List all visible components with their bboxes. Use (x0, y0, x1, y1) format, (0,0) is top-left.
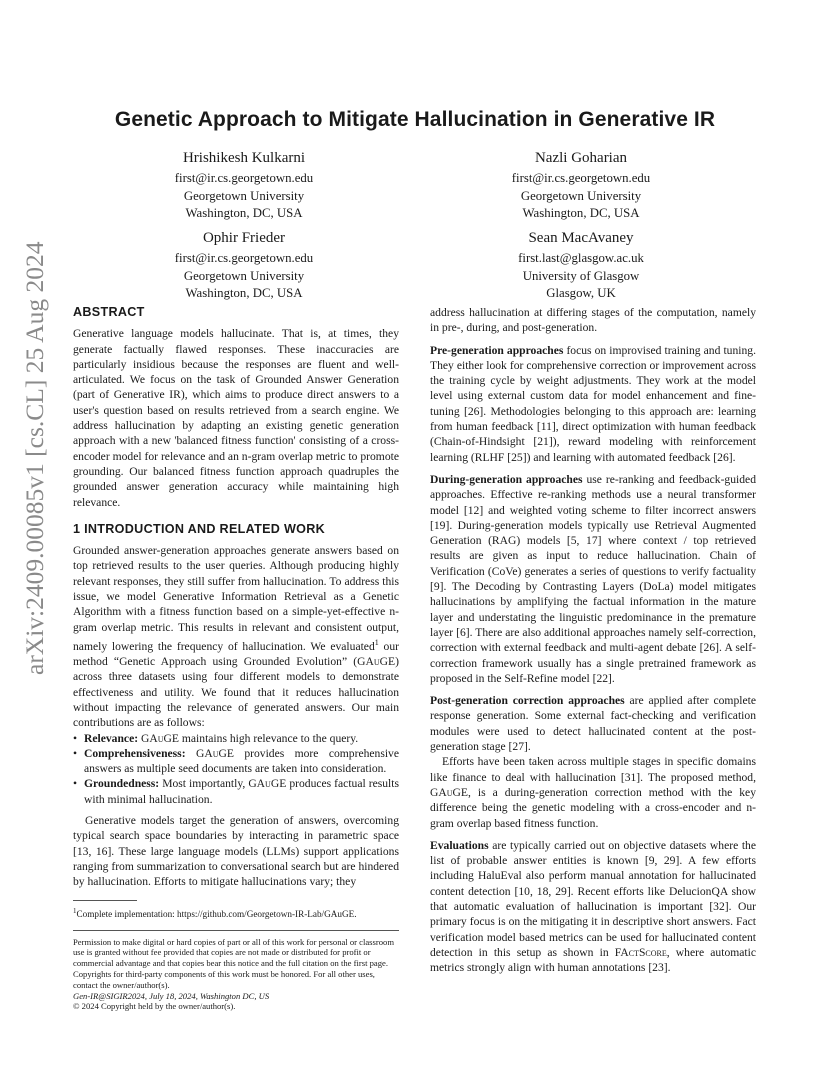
left-column (73, 305, 399, 1012)
pre-generation-paragraph: Pre-generation approaches focus on improvised training and tuning. They either look for comprehensive correction or improvement across the training cycle by weight adjustments. They work at the model level using external custom data for model enhancement and fine-tuning [26]. Methodologies belonging to this approach are: learning from human feedback [11], direct optimization with human feedback (Chain-of-Hindsight [21]), reward modeling with reinforcement learning (RLHF [25]) and learning with automated feedback [26]. (430, 343, 756, 464)
abstract-heading: ABSTRACT (73, 305, 145, 319)
right-column (430, 305, 756, 975)
arxiv-identifier: arXiv:2409.00085v1 [cs.CL] 25 Aug 2024 (20, 241, 49, 675)
list-item: • Comprehensiveness: GAuGE provides more comprehensive answers as multiple seed documents are taken into consideration. (73, 746, 399, 777)
intro-paragraph: Grounded answer-generation approaches generate answers based on top retrieved results to the user queries. Although producing highly relevant responses, they still suffer from hallucination. To address this issue, we model Generative Information Retrieval as a Genetic Algorithm with a fitness function based on a simple-yet-effective n-gram overlap metric. This results in relevant and consistent output, namely lowering the frequency of hallucination. We evaluated$^1$ our method “Genetic Approach using Grounded Evolution” (GAuGE) across three datasets using four different models to demonstrate effectiveness and utility. We found that it reduces hallucination without impacting the relevance of generated answers. Our main contributions are as follows: (73, 544, 399, 730)
author-block (114, 148, 374, 223)
author-affiliation: Georgetown University (183, 188, 305, 203)
venue: Gen-IR@SIGIR2024, July 18, 2024, Washington DC, US (73, 990, 270, 1001)
author-block (451, 228, 711, 303)
list-item: • Groundedness: Most importantly, GAuGE produces factual results with minimal hallucination. (73, 776, 399, 807)
intro-paragraph-continued: address hallucination at differing stages of the computation, namely in pre-, during, and post-generation. (430, 306, 756, 335)
author-block (451, 148, 711, 223)
author-name: Hrishikesh Kulkarni (182, 150, 306, 166)
footnote-divider (73, 900, 137, 901)
footnote-ref: 1 (374, 637, 379, 647)
list-item: • Relevance: GAuGE maintains high relevance to the query. (73, 731, 399, 746)
author-name: Nazli Goharian (534, 150, 628, 166)
permission-text: Permission to make digital or hard copies of part or all of this work for personal or classroom use is granted without fee provided that copies are not made or distributed for profit or commercial advantage and that copies bear this notice and the full citation on the first page. Copyrights for third-party components of this work must be honored. For all other uses, contact the owner/author(s). (73, 936, 394, 990)
post-generation-paragraph: Post-generation correction approaches are applied after complete response generation. Some external fact-checking and verification modules were used to detect hallucinated content at the post-generation stage [27]. (430, 694, 756, 754)
author-affiliation: University of Glasgow (522, 268, 640, 283)
abstract-text: Generative language models hallucinate. That is, at times, they generate factually flawed responses. These inaccuracies are particularly insidious because the responses are fluent and well-articulated. We focus on the task of Grounded Answer Generation (part of Generative IR), which aims to produce direct answers to a user's question based on results retrieved from a search engine. We address hallucination by adapting an existing genetic generation approach with a new 'balanced fitness function' consisting of a cross-encoder model for relevance and an n-gram overlap metric to promote grounding. Our balanced fitness function approach quadruples the grounded answer generation accuracy while maintaining high relevance. (73, 327, 399, 509)
author-email: first.last@glasgow.ac.uk (518, 251, 644, 265)
efforts-paragraph: Efforts have been taken across multiple stages in specific domains like finance to deal with hallucination [31]. The proposed method, GAuGE, is a during-generation correction method with the key difference being the genetic modeling with a cross-encoder and n-gram overlap based fitness function. (430, 755, 756, 830)
author-affiliation: Georgetown University (183, 268, 305, 283)
copyright: © 2024 Copyright held by the owner/author(s). (73, 1001, 236, 1012)
intro-paragraph: Generative models target the generation of answers, overcoming typical search space boundaries by interacting in parametric space [13, 16]. These large language models (LLMs) support applications ranging from summarization to conversational search but are hindered by hallucination. Efforts to mitigate hallucinations vary; they (73, 814, 399, 889)
during-generation-paragraph: During-generation approaches use re-ranking and feedback-guided approaches. Effective re-ranking methods use a neural transformer model [12] and weighted voting scheme to filter incorrect answers [19]. During-generation models typically use Retrieval Augmented Generation (RAG) models [5, 17] where context / top retrieved results are given as input to reduce hallucination. Chain of Verification (CoVe) generates a series of questions to verify factuality [9]. The Decoding by Contrasting Layers (DoLa) model mitigates hallucinations by amplifying the factual information in the mature layer and understating the linguistic predominance in the premature layer [6]. There are also additional approaches namely self-correction, correction with external feedback and multi-agent debate [26]. A self-correction framework usually has a single pretrained framework as proposed in the Self-Refine model [22]. (430, 472, 756, 685)
paper-title: Genetic Approach to Mitigate Hallucination in Generative IR (114, 108, 716, 131)
author-location: Washington, DC, USA (522, 206, 640, 220)
author-location: Washington, DC, USA (185, 206, 303, 220)
contributions-list (73, 731, 399, 807)
author-name: Ophir Frieder (202, 230, 286, 246)
section-heading-introduction: 1 INTRODUCTION AND RELATED WORK (73, 521, 326, 536)
author-location: Washington, DC, USA (185, 286, 303, 300)
evaluations-paragraph: Evaluations are typically carried out on objective datasets where the list of probable answer entities is known [9, 29]. A few efforts including HaluEval also perform manual annotation for hallucinated content detection [10, 18, 29]. Recent efforts like DelucionQA show that automatic evaluation of hallucination is important [32]. Our primary focus is on the mitigating it in descriptive short answers. Fact verification model based metrics can be used for hallucinated content detection in this setup as shown in FActScore, where automatic metrics strongly align with human annotations [23]. (430, 838, 756, 975)
author-email: first@ir.cs.georgetown.edu (174, 251, 314, 265)
author-affiliation: Georgetown University (520, 188, 642, 203)
author-location: Glasgow, UK (546, 286, 616, 300)
author-email: first@ir.cs.georgetown.edu (174, 171, 314, 185)
permission-block (73, 930, 399, 1013)
author-email: first@ir.cs.georgetown.edu (511, 171, 651, 185)
author-name: Sean MacAvaney (528, 230, 634, 246)
footnote: $^1$Complete implementation: https://github.com/Georgetown-IR-Lab/GAuGE. (73, 906, 357, 919)
author-block (114, 228, 374, 303)
